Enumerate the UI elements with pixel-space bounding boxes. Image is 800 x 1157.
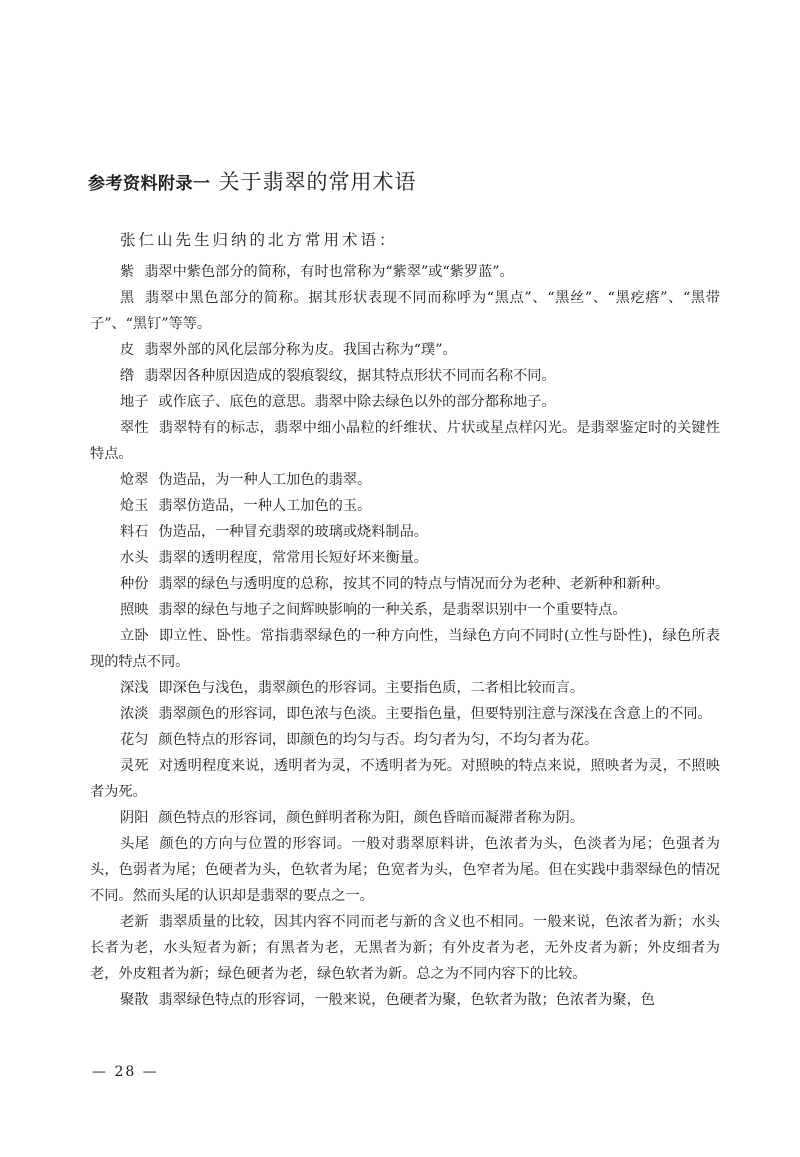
glossary-term: 聚散 (120, 992, 149, 1008)
glossary-entry (90, 701, 720, 727)
glossary-entry (90, 727, 720, 753)
glossary-entry (90, 337, 720, 363)
glossary-entry (90, 805, 720, 831)
glossary-entry (90, 389, 720, 415)
glossary-entry (90, 415, 720, 467)
glossary-definition: 翡翠中紫色部分的简称，有时也常称为“紫翠”或“紫罗蓝”。 (144, 264, 514, 280)
glossary-term: 头尾 (120, 836, 150, 852)
glossary-entry (90, 571, 720, 597)
glossary-term: 阴阳 (120, 810, 149, 826)
glossary-term: 深浅 (120, 680, 149, 696)
glossary-term: 花匀 (120, 732, 149, 748)
glossary-definition: 或作底子、底色的意思。翡翠中除去绿色以外的部分都称地子。 (158, 394, 556, 410)
glossary-definition: 翡翠因各种原因造成的裂痕裂纹，据其特点形状不同而名称不同。 (144, 368, 556, 384)
glossary-entry (90, 753, 720, 805)
glossary-definition: 翡翠颜色的形容词，即色浓与色淡。主要指色量，但要特别注意与深浅在含意上的不同。 (158, 706, 712, 722)
glossary-definition: 翡翠特有的标志，翡翠中细小晶粒的纤维状、片状或星点样闪光。是翡翠鉴定时的关键性特点。 (90, 420, 720, 462)
glossary-term: 地子 (120, 394, 149, 410)
glossary-term: 皮 (120, 342, 135, 358)
glossary-definition: 翡翠外部的风化层部分称为皮。我国古称为“璞”。 (144, 342, 457, 358)
glossary-term: 炝翠 (120, 472, 149, 488)
glossary-entry (90, 909, 720, 987)
glossary-definition: 翡翠的绿色与地子之间辉映影响的一种关系，是翡翠识别中一个重要特点。 (158, 602, 627, 618)
intro-line: 张仁山先生归纳的北方常用术语： (120, 231, 398, 249)
glossary-term: 照映 (120, 602, 149, 618)
appendix-label: 参考资料附录一 (88, 174, 211, 194)
glossary-entry (90, 519, 720, 545)
glossary-term: 绺 (120, 368, 135, 384)
section-title: 关于翡翠的常用术语 (218, 170, 417, 194)
glossary-definition: 翡翠绿色特点的形容词，一般来说，色硬者为聚，色软者为散；色浓者为聚，色 (158, 992, 655, 1008)
glossary-entry (90, 987, 720, 1013)
glossary-definition: 翡翠的透明程度，常常用长短好坏来衡量。 (158, 550, 428, 566)
glossary-term: 种份 (120, 576, 149, 592)
glossary-entry (90, 545, 720, 571)
glossary-definition: 翡翠的绿色与透明度的总称，按其不同的特点与情况而分为老种、老新种和新种。 (158, 576, 670, 592)
glossary-term: 浓淡 (120, 706, 149, 722)
glossary-definition: 颜色的方向与位置的形容词。一般对翡翠原料讲，色浓者为头，色淡者为尾；色强者为头，色弱者为尾；色硬者为头，色软者为尾；色宽者为头，色窄者为尾。但在实践中翡翠绿色的情况不同。然而头尾的认识却是翡翠的要点之一。 (90, 836, 720, 904)
glossary-entry (90, 493, 720, 519)
glossary-term: 灵死 (120, 758, 149, 774)
glossary-definition: 伪造品，为一种人工加色的翡翠。 (158, 472, 372, 488)
glossary-definition: 即立性、卧性。常指翡翠绿色的一种方向性，当绿色方向不同时(立性与卧性)，绿色所表现的特点不同。 (90, 628, 720, 670)
glossary-entry (90, 467, 720, 493)
glossary-entry (90, 285, 720, 337)
glossary-entry (90, 675, 720, 701)
glossary-term: 翠性 (120, 420, 149, 436)
glossary-term: 立卧 (120, 628, 149, 644)
glossary-entry (90, 363, 720, 389)
glossary-definition: 对透明程度来说，透明者为灵，不透明者为死。对照映的特点来说，照映者为灵，不照映者为死。 (90, 758, 720, 800)
glossary-entry (90, 597, 720, 623)
glossary-entry (90, 259, 720, 285)
glossary-definition: 伪造品，一种冒充翡翠的玻璃或烧料制品。 (158, 524, 428, 540)
glossary-list (90, 259, 720, 1013)
glossary-definition: 翡翠质量的比较，因其内容不同而老与新的含义也不相同。一般来说，色浓者为新；水头长者为老，水头短者为新；有黑者为老，无黑者为新；有外皮者为老，无外皮者为新；外皮细者为老，外皮粗者为新；绿色硬者为老，绿色软者为新。总之为不同内容下的比较。 (90, 914, 720, 982)
page-number: — 28 — (92, 1064, 159, 1080)
glossary-entry (90, 831, 720, 909)
glossary-term: 黑 (120, 290, 135, 306)
glossary-entry (90, 623, 720, 675)
glossary-definition: 颜色特点的形容词，即颜色的均匀与否。均匀者为匀，不均匀者为花。 (158, 732, 599, 748)
glossary-definition: 颜色特点的形容词，颜色鲜明者称为阳，颜色昏暗而凝滞者称为阴。 (158, 810, 585, 826)
glossary-definition: 翡翠仿造品，一种人工加色的玉。 (158, 498, 372, 514)
glossary-definition: 即深色与浅色，翡翠颜色的形容词。主要指色质，二者相比较而言。 (158, 680, 585, 696)
glossary-term: 水头 (120, 550, 149, 566)
glossary-term: 炝玉 (120, 498, 149, 514)
glossary-definition: 翡翠中黑色部分的简称。据其形状表现不同而称呼为“黑点”、“黑丝”、“黑疙瘩”、“黑带子”、“黑钉”等等。 (90, 290, 720, 332)
glossary-term: 老新 (120, 914, 149, 930)
glossary-term: 紫 (120, 264, 135, 280)
section-heading (88, 166, 417, 196)
glossary-term: 料石 (120, 524, 149, 540)
